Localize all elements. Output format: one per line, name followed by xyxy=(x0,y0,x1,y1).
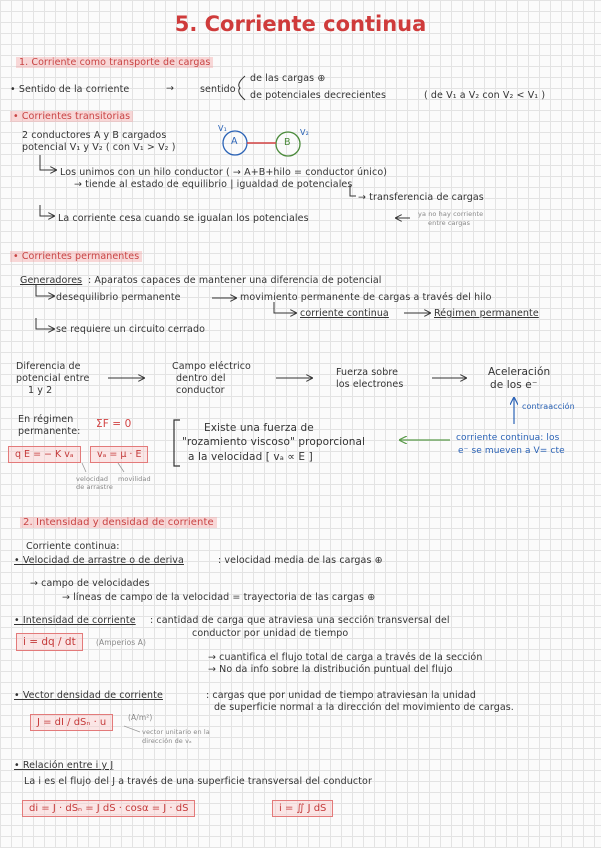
transitorias-line-2: potencial V₁ y V₂ ( con V₁ > V₂ ) xyxy=(22,142,176,153)
generadores-text: : Aparatos capaces de mantener una diferencia de potencial xyxy=(88,275,382,286)
densidad-note-1: vector unitario en la xyxy=(142,728,210,736)
generadores-label: Generadores xyxy=(20,275,83,286)
permanentes-line-1b: movimiento permanente de cargas a través del hilo xyxy=(240,292,492,303)
velocidad-label: • Velocidad de arrastre o de deriva xyxy=(14,555,184,566)
exist-line-3: a la velocidad [ vₐ ∝ E ] xyxy=(188,451,313,463)
cc-subheading: Corriente continua: xyxy=(26,541,120,552)
label-de-arrastre: de arrastre xyxy=(76,483,113,491)
intensidad-label: • Intensidad de corriente xyxy=(14,615,136,626)
exist-line-1: Existe una fuerza de xyxy=(204,422,314,434)
node-v2-label: V₂ xyxy=(300,128,309,137)
sentido-note: ( de V₁ a V₂ con V₂ < V₁ ) xyxy=(424,90,546,101)
relacion-equation-1: di = J · dSₙ = J dS · cosα = J · dS xyxy=(22,800,195,817)
node-b-label: B xyxy=(284,137,291,148)
transitorias-note-a: ya no hay corriente xyxy=(418,210,484,218)
sentido-option-2: de potenciales decrecientes xyxy=(250,90,387,101)
heading-transitorias-text: • Corrientes transitorias xyxy=(10,111,133,122)
node-a-label: A xyxy=(231,136,238,147)
flow-c3b: los electrones xyxy=(336,379,404,390)
densidad-note-2: dirección de vₐ xyxy=(142,737,192,745)
page-title: 5. Corriente continua xyxy=(174,12,427,36)
sentido-label: • Sentido de la corriente xyxy=(10,84,130,95)
flow-c1b: potencial entre xyxy=(16,373,90,384)
vector-densidad-text-1: : cargas que por unidad de tiempo atraviesan la unidad xyxy=(206,690,476,701)
transitorias-line-5: → transferencia de cargas xyxy=(358,192,484,203)
densidad-equation-box: J = dI / dSₙ · u xyxy=(30,714,113,731)
velocidad-text: : velocidad media de las cargas ⊕ xyxy=(218,555,383,566)
flow-c4a: Aceleración xyxy=(488,366,551,378)
intensidad-text-1: : cantidad de carga que atraviesa una sección transversal del xyxy=(150,615,450,626)
flow-contraaccion: contraacción xyxy=(522,402,575,411)
transitorias-line-4: → tiende al estado de equilibrio | igualdad de potenciales xyxy=(74,179,353,190)
transitorias-line-3: Los unimos con un hilo conductor ( → A+B+hilo = conductor único) xyxy=(60,167,388,178)
intensidad-bullet-1: → cuantifica el flujo total de carga a través de la sección xyxy=(208,652,483,663)
intensidad-bullet-2: → No da info sobre la distribución puntual del flujo xyxy=(208,664,453,675)
permanentes-line-3: se requiere un circuito cerrado xyxy=(56,324,205,335)
label-movilidad: movilidad xyxy=(118,475,151,483)
transitorias-line-6: La corriente cesa cuando se igualan los potenciales xyxy=(58,213,309,224)
section-heading-1: 1. Corriente como transporte de cargas xyxy=(16,57,213,68)
heading-permanentes-text: • Corrientes permanentes xyxy=(10,251,142,262)
flow-c3a: Fuerza sobre xyxy=(336,367,399,378)
flow-c1a: Diferencia de xyxy=(16,361,81,372)
permanentes-corriente-continua: corriente continua xyxy=(300,308,389,319)
regimen-label-b: permanente: xyxy=(18,426,81,437)
relacion-label: • Relación entre i y J xyxy=(14,760,114,771)
intensidad-equation-box: i = dq / dt xyxy=(16,633,83,651)
regimen-label-a: En régimen xyxy=(18,414,74,425)
flow-c4b: de los e⁻ xyxy=(490,379,538,391)
relacion-text: La i es el flujo del J a través de una superficie transversal del conductor xyxy=(24,776,372,787)
vector-densidad-text-2: de superficie normal a la dirección del movimiento de cargas. xyxy=(214,702,514,713)
campo-velocidades: → campo de velocidades xyxy=(30,578,150,589)
permanentes-line-1: desequilibrio permanente xyxy=(56,292,181,303)
flow-c2a: Campo eléctrico xyxy=(172,361,251,372)
label-velocidad: velocidad xyxy=(76,475,109,483)
transitorias-line-1: 2 conductores A y B cargados xyxy=(22,130,167,141)
force-equation-box: q E = − K vₐ xyxy=(8,446,81,463)
lineas-campo: → líneas de campo de la velocidad = trayectoria de las cargas ⊕ xyxy=(62,592,376,603)
densidad-unit: (A/m²) xyxy=(128,713,153,722)
flow-c2c: conductor xyxy=(176,385,225,396)
sum-forces-eq: ΣF = 0 xyxy=(96,418,132,430)
intensidad-text-2: conductor por unidad de tiempo xyxy=(192,628,349,639)
sentido-arrow: → xyxy=(166,83,175,94)
node-v1-label: V₁ xyxy=(218,124,227,133)
intensidad-unit: (Amperios A) xyxy=(96,638,147,647)
flow-c1c: 1 y 2 xyxy=(28,385,53,396)
cc-note-1: corriente continua: los xyxy=(456,433,560,443)
transitorias-note-b: entre cargas xyxy=(428,219,471,227)
vector-densidad-label: • Vector densidad de corriente xyxy=(14,690,163,701)
flow-c2b: dentro del xyxy=(176,373,226,384)
cc-note-2: e⁻ se mueven a V= cte xyxy=(458,446,565,456)
sentido-option-1: de las cargas ⊕ xyxy=(250,73,326,84)
relacion-equation-2: i = ∬ J dS xyxy=(272,800,333,817)
exist-line-2: "rozamiento viscoso" proporcional xyxy=(182,436,366,448)
permanentes-regimen: Régimen permanente xyxy=(434,308,539,319)
section-heading-2: 2. Intensidad y densidad de corriente xyxy=(20,517,217,528)
sentido-word: sentido xyxy=(200,84,236,95)
velocity-equation-box: vₐ = μ · E xyxy=(90,446,148,463)
